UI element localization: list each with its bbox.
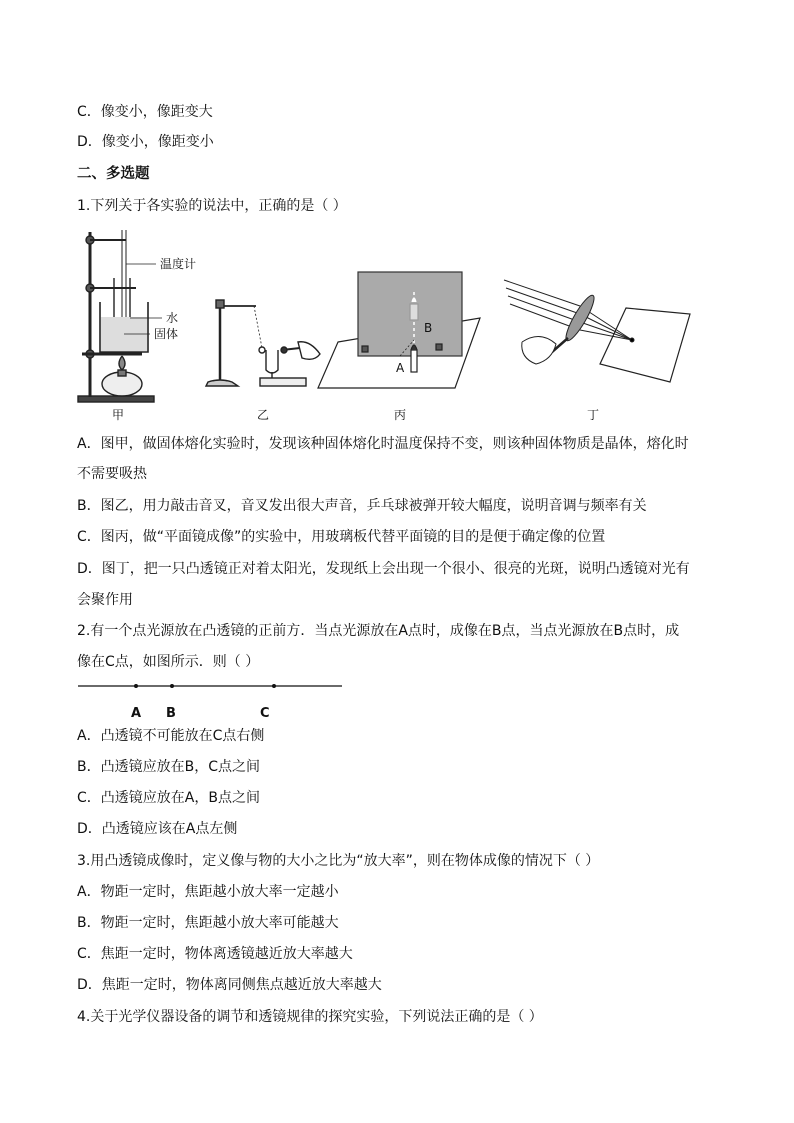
point-c-label: C (260, 706, 270, 721)
q2-option-b: B．凸透镜应放在B，C点之间 (77, 759, 260, 775)
figure-ding-convex-lens (504, 280, 690, 382)
q3-option-b: B．物距一定时，焦距越小放大率可能越大 (77, 915, 339, 931)
label-water: 水 (166, 311, 179, 325)
q2-stem-line2: 像在C点，如图所示．则（ ） (77, 654, 260, 670)
figure-yi-tuning-fork (206, 300, 320, 386)
q3-option-a: A．物距一定时，焦距越小放大率一定越小 (77, 884, 339, 900)
section-title: 二、多选题 (77, 166, 150, 182)
q2-option-d: D．凸透镜应该在A点左侧 (77, 821, 238, 837)
label-a: A (396, 361, 405, 375)
q1-option-b: B．图乙，用力敲击音叉，音叉发出很大声音，乒乓球被弹开较大幅度，说明音调与频率有关 (77, 498, 647, 514)
point-a-label: A (131, 706, 142, 721)
q2-number-line (76, 676, 348, 722)
q4-stem: 4.关于光学仪器设备的调节和透镜规律的探究实验，下列说法正确的是（ ） (77, 1009, 543, 1025)
figure-jia-apparatus (78, 230, 162, 402)
q1-stem: 1.下列关于各实验的说法中，正确的是（ ） (77, 198, 347, 214)
q2-stem-line1: 2.有一个点光源放在凸透镜的正前方．当点光源放在A点时，成像在B点，当点光源放在B点时，成 (77, 623, 680, 639)
q1-option-c: C．图丙，做“平面镜成像”的实验中，用玻璃板代替平面镜的目的是便于确定像的位置 (77, 529, 606, 545)
q1-figure (70, 222, 720, 422)
caption-ding: 丁 (586, 408, 599, 422)
q1-option-d-line1: D．图丁，把一只凸透镜正对着太阳光，发现纸上会出现一个很小、很亮的光斑，说明凸透镜对光有 (77, 561, 690, 577)
caption-jia: 甲 (111, 408, 124, 422)
option-c-prev: C．像变小，像距变大 (77, 104, 213, 120)
label-thermometer: 温度计 (160, 257, 197, 271)
q2-option-c: C．凸透镜应放在A，B点之间 (77, 790, 260, 806)
q2-option-a: A．凸透镜不可能放在C点右侧 (77, 728, 265, 744)
option-d-prev: D．像变小，像距变小 (77, 134, 214, 150)
point-b-label: B (166, 706, 176, 721)
q3-option-d: D．焦距一定时，物体离同侧焦点越近放大率越大 (77, 977, 382, 993)
caption-yi: 乙 (256, 408, 269, 422)
label-b: B (424, 321, 433, 335)
label-solid: 固体 (154, 327, 179, 341)
q3-option-c: C．焦距一定时，物体离透镜越近放大率越大 (77, 946, 353, 962)
q3-stem: 3.用凸透镜成像时，定义像与物的大小之比为“放大率”，则在物体成像的情况下（ ） (77, 853, 600, 869)
q1-option-d-line2: 会聚作用 (77, 592, 133, 608)
caption-bing: 丙 (393, 408, 406, 422)
q1-option-a-line2: 不需要吸热 (77, 466, 147, 482)
q1-option-a-line1: A．图甲，做固体熔化实验时，发现该种固体熔化时温度保持不变，则该种固体物质是晶体，熔化时 (77, 436, 689, 452)
